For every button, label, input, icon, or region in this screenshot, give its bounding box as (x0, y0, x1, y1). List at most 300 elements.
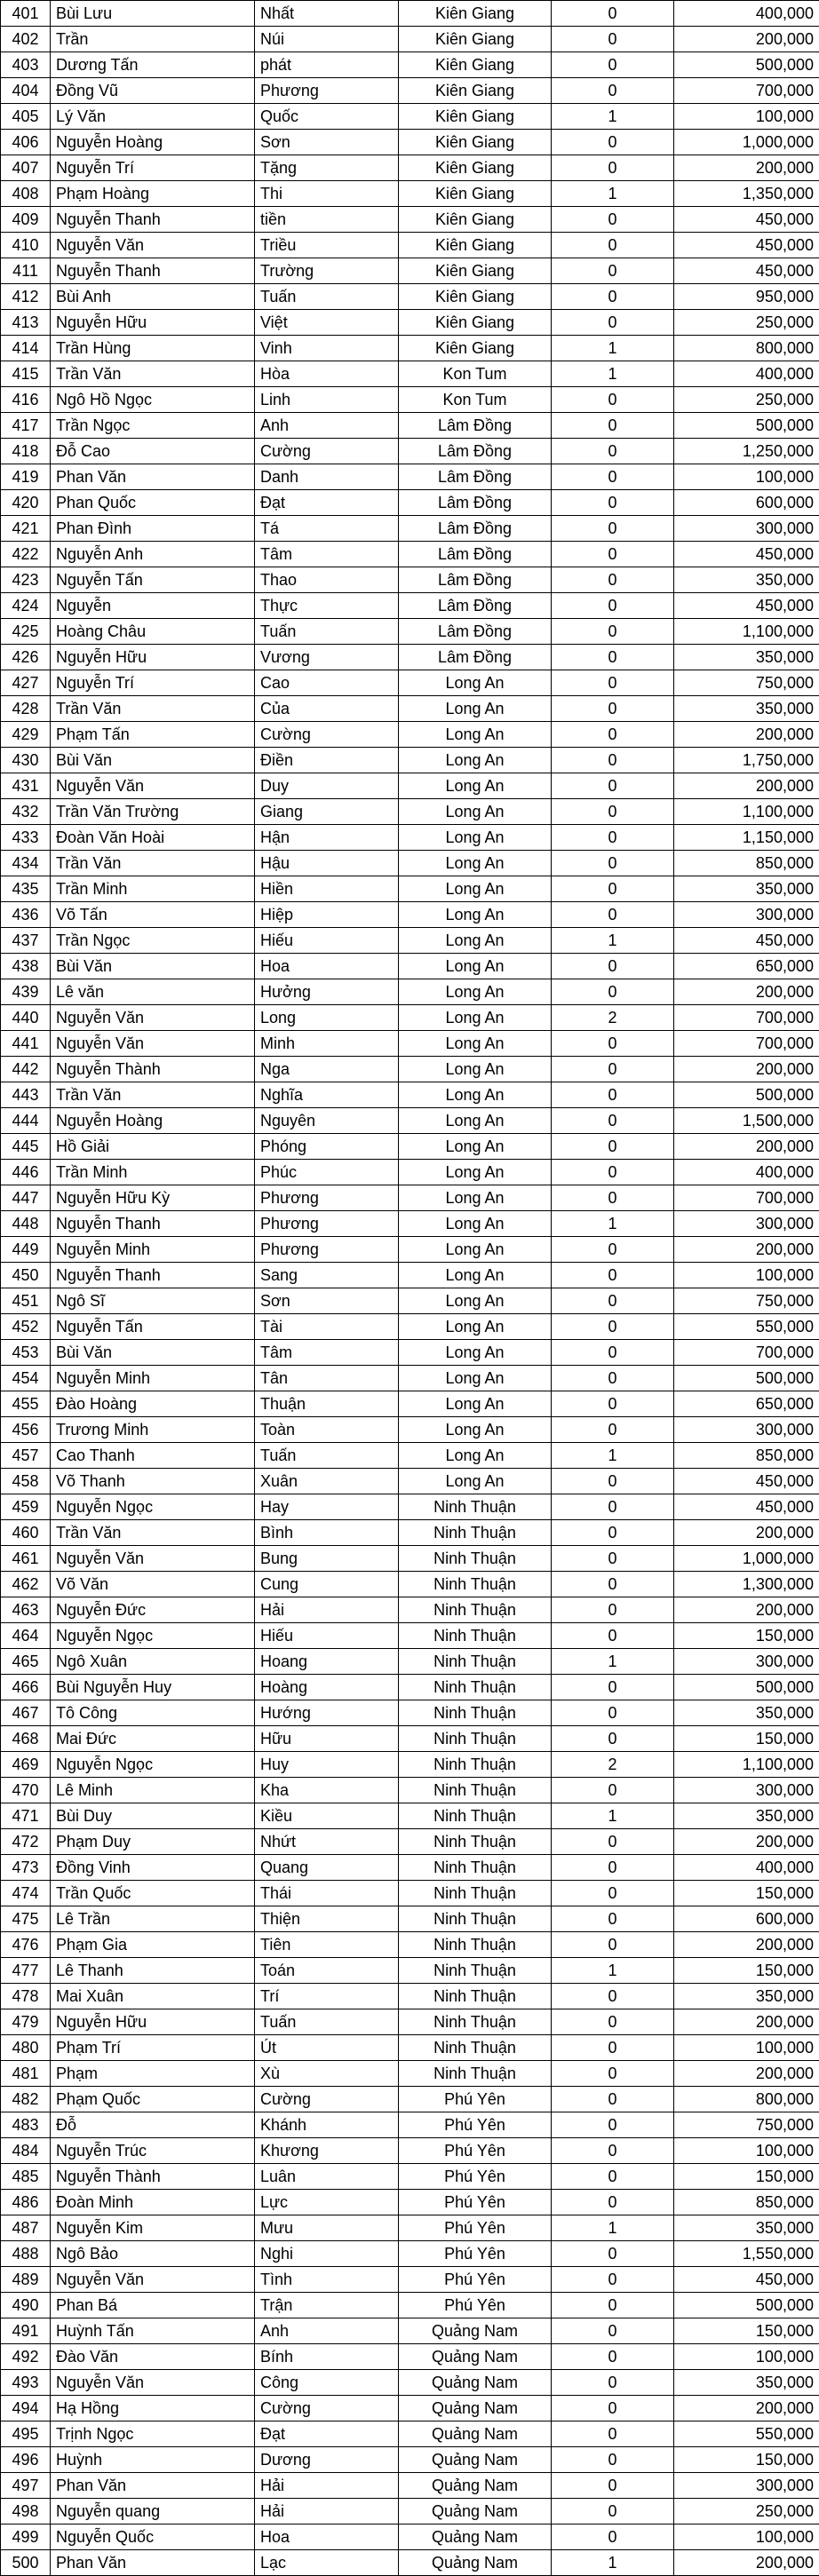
count-cell: 2 (552, 1005, 674, 1031)
province-cell: Phú Yên (399, 2293, 552, 2318)
last-name-cell: Đồng Vinh (51, 1855, 255, 1881)
first-name-cell: Hải (255, 2499, 399, 2524)
row-number-cell: 465 (1, 1649, 51, 1675)
first-name-cell: Phương (255, 1185, 399, 1211)
first-name-cell: Hải (255, 2473, 399, 2499)
table-row (1, 1778, 819, 1803)
row-number-cell: 427 (1, 670, 51, 696)
province-cell: Lâm Đồng (399, 542, 552, 567)
row-number-cell: 401 (1, 1, 51, 27)
first-name-cell: Phúc (255, 1160, 399, 1185)
province-cell: Phú Yên (399, 2190, 552, 2215)
count-cell: 0 (552, 2524, 674, 2550)
province-cell: Long An (399, 1108, 552, 1134)
first-name-cell: Minh (255, 1031, 399, 1057)
amount-cell: 500,000 (674, 1082, 819, 1108)
row-number-cell: 414 (1, 336, 51, 361)
last-name-cell: Trần Văn (51, 1520, 255, 1546)
province-cell: Ninh Thuận (399, 1984, 552, 2009)
count-cell: 0 (552, 2499, 674, 2524)
amount-cell: 450,000 (674, 2267, 819, 2293)
row-number-cell: 417 (1, 413, 51, 439)
count-cell: 0 (552, 1572, 674, 1597)
table-row (1, 1082, 819, 1108)
table-row (1, 2473, 819, 2499)
province-cell: Long An (399, 1340, 552, 1366)
count-cell: 0 (552, 2293, 674, 2318)
first-name-cell: Hữu (255, 1726, 399, 1752)
count-cell: 0 (552, 490, 674, 516)
amount-cell: 200,000 (674, 2009, 819, 2035)
table-row (1, 1623, 819, 1649)
table-row (1, 1855, 819, 1881)
table-row (1, 928, 819, 954)
amount-cell: 800,000 (674, 336, 819, 361)
last-name-cell: Phan Quốc (51, 490, 255, 516)
row-number-cell: 421 (1, 516, 51, 542)
first-name-cell: Luân (255, 2164, 399, 2190)
amount-cell: 550,000 (674, 2421, 819, 2447)
amount-cell: 600,000 (674, 490, 819, 516)
row-number-cell: 497 (1, 2473, 51, 2499)
row-number-cell: 458 (1, 1469, 51, 1494)
province-cell: Lâm Đồng (399, 439, 552, 464)
table-row (1, 2138, 819, 2164)
row-number-cell: 488 (1, 2241, 51, 2267)
row-number-cell: 425 (1, 619, 51, 645)
table-row (1, 1494, 819, 1520)
first-name-cell: Việt (255, 310, 399, 336)
table-row (1, 490, 819, 516)
province-cell: Kiên Giang (399, 181, 552, 207)
first-name-cell: Tâm (255, 542, 399, 567)
first-name-cell: Cường (255, 722, 399, 748)
first-name-cell: Kha (255, 1778, 399, 1803)
first-name-cell: Tá (255, 516, 399, 542)
count-cell: 0 (552, 2318, 674, 2344)
table-row (1, 2009, 819, 2035)
first-name-cell: Nhất (255, 1, 399, 27)
count-cell: 1 (552, 1443, 674, 1469)
row-number-cell: 463 (1, 1597, 51, 1623)
count-cell: 0 (552, 696, 674, 722)
first-name-cell: Linh (255, 387, 399, 413)
amount-cell: 100,000 (674, 2138, 819, 2164)
province-cell: Ninh Thuận (399, 1881, 552, 1906)
first-name-cell: Mưu (255, 2215, 399, 2241)
province-cell: Long An (399, 1082, 552, 1108)
count-cell: 0 (552, 2344, 674, 2370)
table-row (1, 2241, 819, 2267)
last-name-cell: Hạ Hồng (51, 2396, 255, 2421)
province-cell: Long An (399, 954, 552, 979)
last-name-cell: Đỗ Cao (51, 439, 255, 464)
province-cell: Ninh Thuận (399, 1803, 552, 1829)
first-name-cell: Út (255, 2035, 399, 2061)
first-name-cell: Điền (255, 748, 399, 773)
first-name-cell: Hiếu (255, 1623, 399, 1649)
amount-cell: 400,000 (674, 361, 819, 387)
first-name-cell: Lực (255, 2190, 399, 2215)
table-row (1, 1417, 819, 1443)
row-number-cell: 479 (1, 2009, 51, 2035)
count-cell: 0 (552, 2190, 674, 2215)
last-name-cell: Bùi Duy (51, 1803, 255, 1829)
last-name-cell: Trần (51, 27, 255, 52)
table-row (1, 1752, 819, 1778)
amount-cell: 300,000 (674, 2473, 819, 2499)
count-cell: 0 (552, 2396, 674, 2421)
first-name-cell: Vinh (255, 336, 399, 361)
province-cell: Quảng Nam (399, 2318, 552, 2344)
count-cell: 0 (552, 851, 674, 876)
province-cell: Lâm Đồng (399, 516, 552, 542)
amount-cell: 700,000 (674, 1005, 819, 1031)
table-row (1, 619, 819, 645)
first-name-cell: Nghi (255, 2241, 399, 2267)
first-name-cell: Anh (255, 2318, 399, 2344)
first-name-cell: Lạc (255, 2550, 399, 2576)
first-name-cell: Cường (255, 2396, 399, 2421)
amount-cell: 200,000 (674, 979, 819, 1005)
table-row (1, 748, 819, 773)
amount-cell: 200,000 (674, 1520, 819, 1546)
last-name-cell: Nguyễn Trí (51, 155, 255, 181)
last-name-cell: Lê văn (51, 979, 255, 1005)
row-number-cell: 429 (1, 722, 51, 748)
amount-cell: 650,000 (674, 1391, 819, 1417)
count-cell: 0 (552, 464, 674, 490)
count-cell: 0 (552, 2370, 674, 2396)
last-name-cell: Nguyễn Hoàng (51, 1108, 255, 1134)
table-row (1, 1726, 819, 1752)
first-name-cell: Sơn (255, 1288, 399, 1314)
table-row (1, 2318, 819, 2344)
amount-cell: 400,000 (674, 1855, 819, 1881)
first-name-cell: Phương (255, 1211, 399, 1237)
count-cell: 0 (552, 258, 674, 284)
last-name-cell: Tô Công (51, 1700, 255, 1726)
table-row (1, 2499, 819, 2524)
row-number-cell: 418 (1, 439, 51, 464)
row-number-cell: 437 (1, 928, 51, 954)
row-number-cell: 495 (1, 2421, 51, 2447)
last-name-cell: Nguyễn Văn (51, 2267, 255, 2293)
amount-cell: 200,000 (674, 2061, 819, 2087)
count-cell: 0 (552, 1520, 674, 1546)
first-name-cell: Cung (255, 1572, 399, 1597)
row-number-cell: 490 (1, 2293, 51, 2318)
count-cell: 0 (552, 542, 674, 567)
last-name-cell: Phạm (51, 2061, 255, 2087)
province-cell: Long An (399, 670, 552, 696)
province-cell: Ninh Thuận (399, 1597, 552, 1623)
province-cell: Long An (399, 1005, 552, 1031)
amount-cell: 200,000 (674, 1829, 819, 1855)
table-row (1, 979, 819, 1005)
last-name-cell: Nguyễn Hoàng (51, 130, 255, 155)
first-name-cell: Duy (255, 773, 399, 799)
table-row (1, 1443, 819, 1469)
row-number-cell: 498 (1, 2499, 51, 2524)
count-cell: 1 (552, 1211, 674, 1237)
first-name-cell: Tuấn (255, 2009, 399, 2035)
amount-cell: 300,000 (674, 1211, 819, 1237)
row-number-cell: 472 (1, 1829, 51, 1855)
first-name-cell: Bình (255, 1520, 399, 1546)
table-row (1, 233, 819, 258)
count-cell: 0 (552, 439, 674, 464)
province-cell: Quảng Nam (399, 2396, 552, 2421)
count-cell: 0 (552, 1469, 674, 1494)
count-cell: 0 (552, 516, 674, 542)
count-cell: 0 (552, 1932, 674, 1958)
row-number-cell: 474 (1, 1881, 51, 1906)
last-name-cell: Võ Thanh (51, 1469, 255, 1494)
province-cell: Long An (399, 748, 552, 773)
table-row (1, 2061, 819, 2087)
last-name-cell: Trần Văn (51, 696, 255, 722)
count-cell: 0 (552, 233, 674, 258)
row-number-cell: 439 (1, 979, 51, 1005)
row-number-cell: 426 (1, 645, 51, 670)
row-number-cell: 408 (1, 181, 51, 207)
table-row (1, 1906, 819, 1932)
table-row (1, 2550, 819, 2576)
count-cell: 0 (552, 2241, 674, 2267)
count-cell: 0 (552, 2138, 674, 2164)
table-row (1, 696, 819, 722)
province-cell: Kiên Giang (399, 130, 552, 155)
table-row (1, 1803, 819, 1829)
table-row (1, 2396, 819, 2421)
last-name-cell: Nguyễn Văn (51, 1031, 255, 1057)
first-name-cell: Tặng (255, 155, 399, 181)
province-cell: Ninh Thuận (399, 1932, 552, 1958)
amount-cell: 500,000 (674, 52, 819, 78)
first-name-cell: Bung (255, 1546, 399, 1572)
province-cell: Kiên Giang (399, 233, 552, 258)
row-number-cell: 460 (1, 1520, 51, 1546)
amount-cell: 250,000 (674, 310, 819, 336)
row-number-cell: 419 (1, 464, 51, 490)
province-cell: Phú Yên (399, 2087, 552, 2112)
table-row (1, 2112, 819, 2138)
count-cell: 0 (552, 567, 674, 593)
count-cell: 0 (552, 1160, 674, 1185)
count-cell: 0 (552, 979, 674, 1005)
last-name-cell: Mai Xuân (51, 1984, 255, 2009)
amount-cell: 400,000 (674, 1160, 819, 1185)
first-name-cell: tiền (255, 207, 399, 233)
table-row (1, 439, 819, 464)
row-number-cell: 413 (1, 310, 51, 336)
last-name-cell: Đồng Vũ (51, 78, 255, 104)
row-number-cell: 407 (1, 155, 51, 181)
last-name-cell: Nguyễn Thành (51, 2164, 255, 2190)
amount-cell: 350,000 (674, 2215, 819, 2241)
first-name-cell: Hoàng (255, 1675, 399, 1700)
province-cell: Ninh Thuận (399, 1700, 552, 1726)
row-number-cell: 471 (1, 1803, 51, 1829)
province-cell: Kon Tum (399, 361, 552, 387)
table-row (1, 181, 819, 207)
last-name-cell: Lê Thanh (51, 1958, 255, 1984)
first-name-cell: Triều (255, 233, 399, 258)
amount-cell: 850,000 (674, 1443, 819, 1469)
province-cell: Long An (399, 1057, 552, 1082)
count-cell: 0 (552, 1984, 674, 2009)
table-row (1, 2293, 819, 2318)
last-name-cell: Lê Trần (51, 1906, 255, 1932)
count-cell: 1 (552, 104, 674, 130)
row-number-cell: 409 (1, 207, 51, 233)
count-cell: 0 (552, 1855, 674, 1881)
first-name-cell: Quốc (255, 104, 399, 130)
last-name-cell: Trần Văn Trường (51, 799, 255, 825)
province-cell: Ninh Thuận (399, 1494, 552, 1520)
last-name-cell: Huỳnh (51, 2447, 255, 2473)
first-name-cell: Hoang (255, 1649, 399, 1675)
amount-cell: 200,000 (674, 722, 819, 748)
last-name-cell: Trần Ngọc (51, 928, 255, 954)
amount-cell: 350,000 (674, 1984, 819, 2009)
last-name-cell: Lê Minh (51, 1778, 255, 1803)
first-name-cell: Xuân (255, 1469, 399, 1494)
row-number-cell: 415 (1, 361, 51, 387)
amount-cell: 1,100,000 (674, 1752, 819, 1778)
province-cell: Long An (399, 1288, 552, 1314)
row-number-cell: 403 (1, 52, 51, 78)
count-cell: 0 (552, 1417, 674, 1443)
count-cell: 0 (552, 387, 674, 413)
row-number-cell: 486 (1, 2190, 51, 2215)
first-name-cell: Trí (255, 1984, 399, 2009)
amount-cell: 1,350,000 (674, 181, 819, 207)
count-cell: 0 (552, 1623, 674, 1649)
count-cell: 0 (552, 2009, 674, 2035)
last-name-cell: Trần Văn (51, 1082, 255, 1108)
amount-cell: 150,000 (674, 1623, 819, 1649)
amount-cell: 200,000 (674, 27, 819, 52)
last-name-cell: Nguyễn Thanh (51, 1263, 255, 1288)
table-row (1, 413, 819, 439)
donor-table-body (1, 1, 819, 2576)
province-cell: Ninh Thuận (399, 1520, 552, 1546)
amount-cell: 350,000 (674, 1700, 819, 1726)
table-row (1, 2344, 819, 2370)
row-number-cell: 411 (1, 258, 51, 284)
row-number-cell: 496 (1, 2447, 51, 2473)
last-name-cell: Hồ Giải (51, 1134, 255, 1160)
amount-cell: 200,000 (674, 2396, 819, 2421)
table-row (1, 284, 819, 310)
province-cell: Long An (399, 799, 552, 825)
row-number-cell: 452 (1, 1314, 51, 1340)
row-number-cell: 469 (1, 1752, 51, 1778)
last-name-cell: Trần Quốc (51, 1881, 255, 1906)
province-cell: Kiên Giang (399, 27, 552, 52)
last-name-cell: Nguyễn Thanh (51, 207, 255, 233)
count-cell: 0 (552, 1185, 674, 1211)
last-name-cell: Bùi Lưu (51, 1, 255, 27)
count-cell: 0 (552, 2035, 674, 2061)
first-name-cell: Xù (255, 2061, 399, 2087)
amount-cell: 200,000 (674, 773, 819, 799)
amount-cell: 300,000 (674, 1417, 819, 1443)
table-row (1, 2370, 819, 2396)
last-name-cell: Ngô Hồ Ngọc (51, 387, 255, 413)
province-cell: Ninh Thuận (399, 1906, 552, 1932)
last-name-cell: Nguyễn Ngọc (51, 1623, 255, 1649)
amount-cell: 1,500,000 (674, 1108, 819, 1134)
first-name-cell: Hưởng (255, 979, 399, 1005)
amount-cell: 750,000 (674, 2112, 819, 2138)
last-name-cell: Phan Đình (51, 516, 255, 542)
table-row (1, 2190, 819, 2215)
amount-cell: 150,000 (674, 1958, 819, 1984)
table-row (1, 1958, 819, 1984)
amount-cell: 300,000 (674, 1649, 819, 1675)
province-cell: Lâm Đồng (399, 619, 552, 645)
row-number-cell: 473 (1, 1855, 51, 1881)
count-cell: 0 (552, 1134, 674, 1160)
amount-cell: 1,150,000 (674, 825, 819, 851)
table-row (1, 1391, 819, 1417)
count-cell: 1 (552, 361, 674, 387)
row-number-cell: 422 (1, 542, 51, 567)
row-number-cell: 462 (1, 1572, 51, 1597)
first-name-cell: Toàn (255, 1417, 399, 1443)
table-row (1, 1134, 819, 1160)
count-cell: 0 (552, 155, 674, 181)
amount-cell: 450,000 (674, 1494, 819, 1520)
amount-cell: 250,000 (674, 387, 819, 413)
province-cell: Ninh Thuận (399, 1726, 552, 1752)
row-number-cell: 494 (1, 2396, 51, 2421)
row-number-cell: 450 (1, 1263, 51, 1288)
last-name-cell: Đào Văn (51, 2344, 255, 2370)
first-name-cell: Đạt (255, 490, 399, 516)
table-row (1, 27, 819, 52)
count-cell: 0 (552, 2473, 674, 2499)
row-number-cell: 453 (1, 1340, 51, 1366)
first-name-cell: Tân (255, 1366, 399, 1391)
amount-cell: 1,250,000 (674, 439, 819, 464)
province-cell: Lâm Đồng (399, 413, 552, 439)
last-name-cell: Bùi Văn (51, 748, 255, 773)
province-cell: Ninh Thuận (399, 2061, 552, 2087)
table-row (1, 825, 819, 851)
count-cell: 0 (552, 284, 674, 310)
province-cell: Ninh Thuận (399, 1675, 552, 1700)
amount-cell: 1,300,000 (674, 1572, 819, 1597)
table-row (1, 876, 819, 902)
first-name-cell: Giang (255, 799, 399, 825)
row-number-cell: 485 (1, 2164, 51, 2190)
count-cell: 0 (552, 1675, 674, 1700)
count-cell: 0 (552, 1288, 674, 1314)
row-number-cell: 410 (1, 233, 51, 258)
amount-cell: 500,000 (674, 413, 819, 439)
count-cell: 0 (552, 799, 674, 825)
amount-cell: 450,000 (674, 207, 819, 233)
table-row (1, 799, 819, 825)
province-cell: Lâm Đồng (399, 464, 552, 490)
amount-cell: 100,000 (674, 2035, 819, 2061)
province-cell: Quảng Nam (399, 2499, 552, 2524)
table-row (1, 1700, 819, 1726)
